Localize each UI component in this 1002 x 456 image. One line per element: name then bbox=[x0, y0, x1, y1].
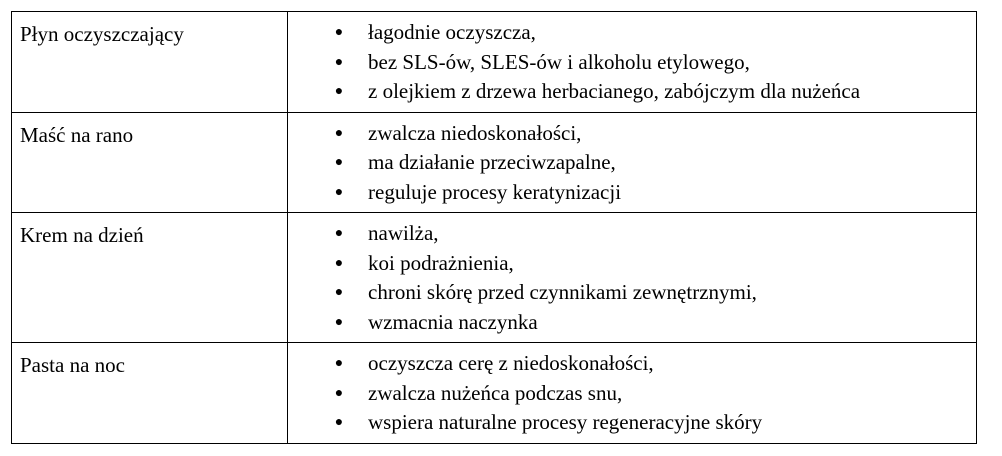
feature-text: koi podrażnienia, bbox=[368, 250, 514, 275]
list-item bbox=[288, 148, 976, 178]
feature-text: z olejkiem z drzewa herbacianego, zabójczym dla nużeńca bbox=[368, 79, 861, 103]
feature-text: oczyszcza cerę z niedoskonałości, bbox=[368, 351, 654, 375]
feature-text: chroni skórę przed czynnikami zewnętrznymi, bbox=[368, 280, 757, 304]
bullet-icon: ● bbox=[334, 415, 344, 430]
bullet-icon: ● bbox=[334, 285, 344, 300]
list-item bbox=[288, 249, 976, 279]
feature-list bbox=[288, 119, 976, 208]
feature-text: wzmacnia naczynka bbox=[368, 309, 538, 334]
bullet-icon: ● bbox=[334, 356, 344, 371]
list-item bbox=[288, 119, 976, 149]
list-item bbox=[288, 178, 976, 208]
list-item bbox=[288, 379, 976, 409]
product-features-cell bbox=[288, 213, 977, 343]
table-row bbox=[12, 343, 977, 444]
list-item bbox=[288, 18, 976, 48]
product-table bbox=[11, 11, 977, 444]
bullet-icon: ● bbox=[334, 54, 344, 70]
bullet-icon: ● bbox=[334, 84, 344, 99]
feature-text: wspiera naturalne procesy regeneracyjne skóry bbox=[368, 410, 763, 434]
product-features-cell bbox=[288, 112, 977, 213]
feature-text: ma działanie przeciwzapalne, bbox=[368, 150, 616, 174]
product-name: Maść na rano bbox=[20, 122, 134, 147]
list-item bbox=[288, 278, 976, 308]
product-name-cell bbox=[12, 12, 288, 113]
list-item bbox=[288, 48, 976, 78]
bullet-icon: ● bbox=[334, 125, 344, 141]
product-name: Pasta na noc bbox=[20, 353, 125, 377]
feature-text: zwalcza niedoskonałości, bbox=[368, 120, 582, 145]
list-item bbox=[288, 219, 976, 249]
bullet-icon: ● bbox=[334, 184, 344, 200]
feature-list bbox=[288, 18, 976, 107]
bullet-icon: ● bbox=[334, 314, 344, 330]
feature-list bbox=[288, 349, 976, 438]
bullet-icon: ● bbox=[334, 25, 344, 40]
list-item bbox=[288, 308, 976, 338]
product-name-cell bbox=[12, 112, 288, 213]
product-features-cell bbox=[288, 343, 977, 444]
feature-text: łagodnie oczyszcza, bbox=[368, 20, 536, 44]
feature-text: nawilża, bbox=[368, 221, 439, 245]
product-name: Krem na dzień bbox=[20, 223, 144, 247]
product-name-cell bbox=[12, 343, 288, 444]
feature-text: zwalcza nużeńca podczas snu, bbox=[368, 380, 623, 405]
feature-text: reguluje procesy keratynizacji bbox=[368, 179, 622, 204]
bullet-icon: ● bbox=[334, 385, 344, 401]
bullet-icon: ● bbox=[334, 155, 344, 170]
bullet-icon: ● bbox=[334, 255, 344, 271]
product-name: Płyn oczyszczający bbox=[20, 22, 184, 46]
product-name-cell bbox=[12, 213, 288, 343]
list-item bbox=[288, 77, 976, 107]
feature-text: bez SLS-ów, SLES-ów i alkoholu etylowego, bbox=[368, 49, 750, 74]
table-row bbox=[12, 112, 977, 213]
product-features-cell bbox=[288, 12, 977, 113]
feature-list bbox=[288, 219, 976, 337]
list-item bbox=[288, 349, 976, 379]
bullet-icon: ● bbox=[334, 226, 344, 241]
table-row bbox=[12, 12, 977, 113]
list-item bbox=[288, 408, 976, 438]
product-table-body bbox=[12, 12, 977, 444]
table-row bbox=[12, 213, 977, 343]
